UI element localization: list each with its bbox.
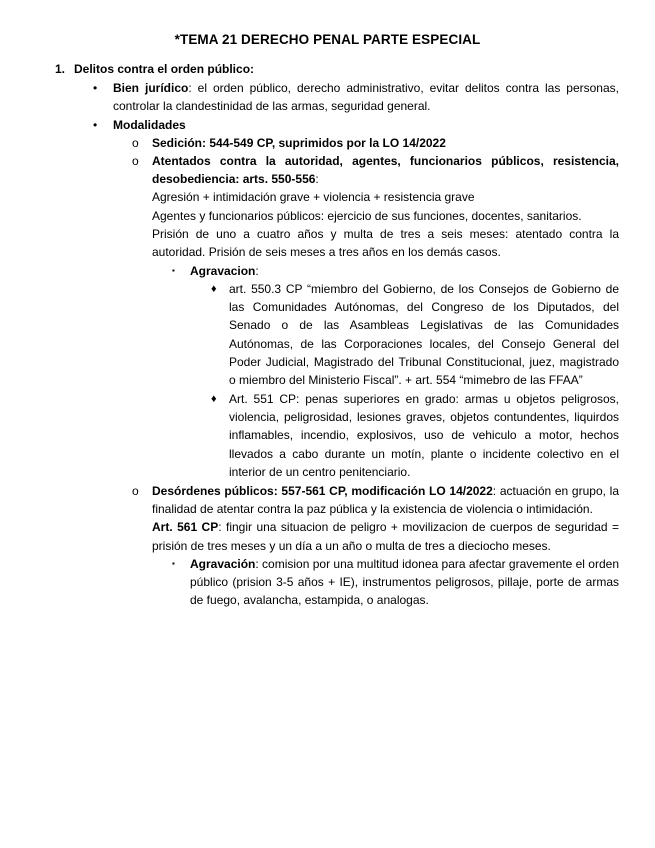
bien-juridico-paragraph bbox=[113, 79, 619, 115]
sub-bullet-marker: o bbox=[132, 154, 139, 168]
bullet-marker: • bbox=[93, 81, 98, 95]
sub-bullet-marker: o bbox=[132, 136, 139, 150]
desordenes-paragraph bbox=[152, 482, 619, 555]
modalidades-label: Modalidades bbox=[113, 118, 186, 132]
agravacion-2-text: : comision por una multitud idonea para afectar gravemente el orden público (prision 3-5 años + IE), instrumentos peligrosos, pillaje, porte de armas de fuego, avalancha, estampida, o analogas. bbox=[190, 557, 619, 608]
atentados-line-agresion: Agresión + intimidación grave + violencia + resistencia grave bbox=[152, 190, 475, 205]
agravacion-heading bbox=[190, 262, 259, 280]
art-551-paragraph: Art. 551 CP: penas superiores en grado: armas u objetos peligrosos, violencia, peligrosidad, lesiones graves, objetos contundentes, liquirdos inflamables, incendio, explosivos, uso de vehiculo a motor, hechos llevados a cabo durante un motín, plante o incidente colectivo en el interior de un centro penitenciario. bbox=[229, 392, 619, 479]
square-bullet-marker: ▪ bbox=[172, 559, 175, 568]
bien-juridico-label: Bien jurídico bbox=[113, 81, 189, 95]
agravacion-2-paragraph bbox=[190, 555, 619, 610]
bien-juridico-text: : el orden público, derecho administrativo, evitar delitos contra las personas, controlar la clandestinidad de las armas, seguridad general. bbox=[113, 81, 619, 114]
sedicion-heading: Sedición: 544-549 CP, suprimidos por la LO 14/2022 bbox=[152, 136, 446, 150]
atentados-line-agentes: Agentes y funcionarios públicos: ejercicio de sus funciones, docentes, sanitarios. bbox=[152, 208, 582, 223]
section-number: 1. bbox=[55, 62, 66, 76]
agravacion-label: Agravacion bbox=[190, 264, 256, 278]
atentados-line-prision: Prisión de uno a cuatro años y multa de tres a seis meses: atentado contra la autoridad. Prisión de seis meses a tres años en los demás casos. bbox=[152, 226, 619, 260]
agravacion-2-label: Agravación bbox=[190, 557, 256, 571]
agravacion-colon: : bbox=[255, 264, 259, 278]
diamond-bullet-marker: ♦ bbox=[211, 393, 217, 405]
sub-bullet-marker: o bbox=[132, 484, 139, 498]
atentados-colon: : bbox=[315, 172, 319, 187]
desordenes-heading: Desórdenes públicos: 557-561 CP, modificación LO 14/2022 bbox=[152, 484, 493, 498]
square-bullet-marker: ▪ bbox=[172, 266, 175, 275]
desordenes-text: : actuación en grupo, la finalidad de atentar contra la paz pública y la existencia de violencia o intimidación. bbox=[152, 484, 619, 517]
section-heading: Delitos contra el orden público: bbox=[74, 62, 255, 76]
diamond-bullet-marker: ♦ bbox=[211, 283, 217, 295]
bullet-marker: • bbox=[93, 118, 98, 132]
art-561-label: Art. 561 CP bbox=[152, 520, 219, 535]
document-title: *TEMA 21 DERECHO PENAL PARTE ESPECIAL bbox=[174, 32, 481, 47]
atentados-heading: Atentados contra la autoridad, agentes, funcionarios públicos, resistencia, desobediencia: arts. 550-556 bbox=[152, 154, 619, 187]
art-561-text: : fingir una situacion de peligro + movilizacion de cuerpos de seguridad = prisión de tres meses y un día a un año o multa de tres a dieciocho meses. bbox=[152, 520, 619, 553]
atentados-paragraph bbox=[152, 152, 619, 261]
art-550-paragraph: art. 550.3 CP “miembro del Gobierno, de los Consejos de Gobierno de las Comunidades Autónomas, del Congreso de los Diputados, del Senado o de las Asambleas Legislativas de las Comunidades Autónomas, de las Corporaciones locales, del Consejo General del Poder Judicial, Magistrado del Tribunal Constitucional, juez, magistrado o miembro del Ministerio Fiscal”. + art. 554 “mimebro de las FFAA” bbox=[229, 282, 619, 388]
art-561-paragraph bbox=[152, 518, 619, 554]
